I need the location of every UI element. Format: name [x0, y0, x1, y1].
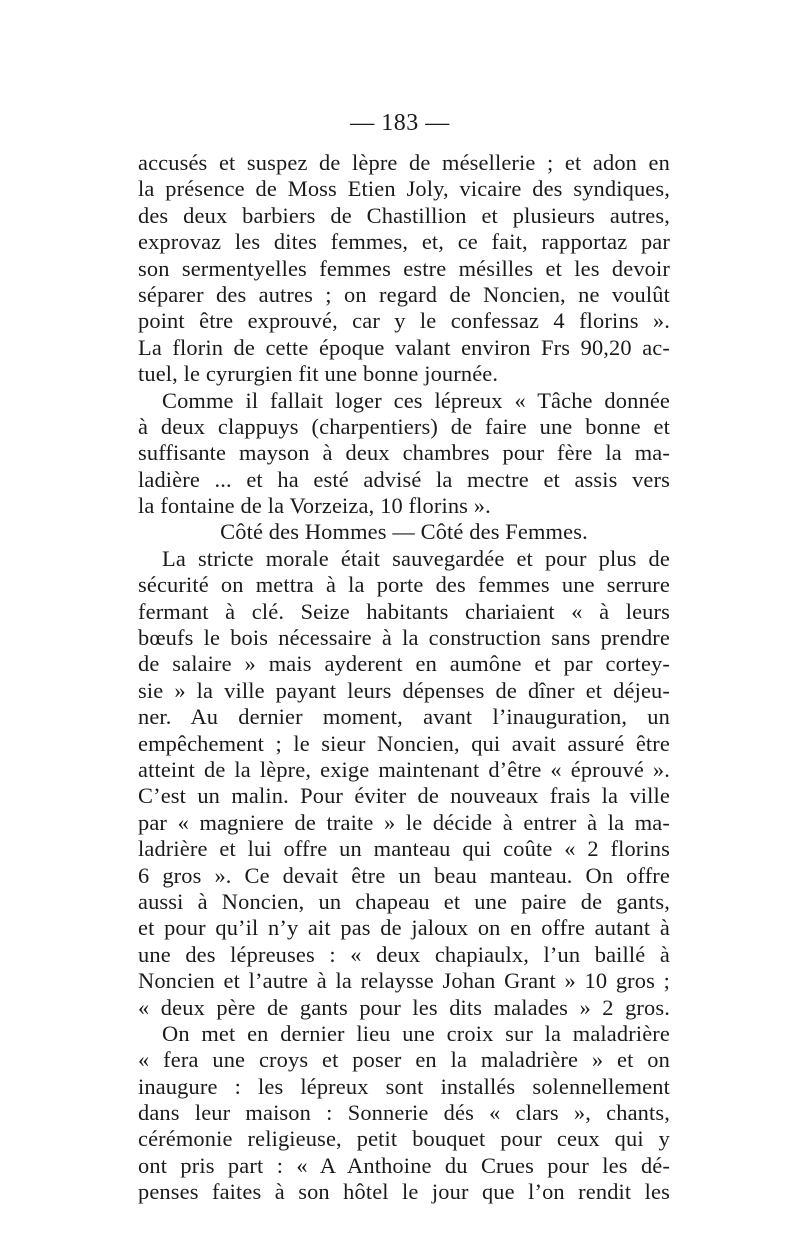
text-line: son sermentyelles femmes estre mésilles et les devoir: [138, 255, 670, 281]
text-line: une des lépreuses : « deux chapiaulx, l’un baillé à: [138, 941, 670, 967]
text-line: cérémonie religieuse, petit bouquet pour ceux qui y: [138, 1126, 670, 1152]
text-line: Côté des Hommes — Côté des Femmes.: [220, 519, 588, 545]
text-line: La stricte morale était sauvegardée et pour plus de: [162, 545, 670, 571]
text-line: 6 gros ». Ce devait être un beau manteau. On offre: [138, 862, 670, 888]
text-line: dans leur maison : Sonnerie dés « clars », chants,: [138, 1100, 670, 1126]
text-line: Comme il fallait loger ces lépreux « Tâche donnée: [162, 387, 670, 413]
text-line: séparer des autres ; on regard de Noncien, ne voulût: [138, 281, 670, 307]
text-line: « fera une croys et poser en la maladrière » et on: [138, 1047, 670, 1073]
text-line: penses faites à son hôtel le jour que l’on rendit les: [138, 1179, 670, 1205]
text-line: la présence de Moss Etien Joly, vicaire des syndiques,: [138, 176, 670, 202]
text-line: point être exprouvé, car y le confessaz 4 florins ».: [138, 308, 670, 334]
text-line: atteint de la lèpre, exige maintenant d’être « éprouvé ».: [138, 756, 670, 782]
text-line: des deux barbiers de Chastillion et plusieurs autres,: [138, 202, 670, 228]
text-line: empêchement ; le sieur Noncien, qui avait assuré être: [138, 730, 670, 756]
text-line: exprovaz les dites femmes, et, ce fait, rapportaz par: [138, 229, 670, 255]
text-line: la fontaine de la Vorzeiza, 10 florins ».: [138, 493, 491, 519]
text-line: bœufs le bois nécessaire à la construction sans prendre: [138, 625, 670, 651]
text-line: et pour qu’il n’y ait pas de jaloux on en offre autant à: [138, 915, 670, 941]
text-line: tuel, le cyrurgien fit une bonne journée.: [138, 361, 499, 387]
text-line: Noncien et l’autre à la relaysse Johan Grant » 10 gros ;: [138, 968, 670, 994]
body-text: [138, 150, 670, 1206]
page-number: — 183 —: [350, 110, 450, 136]
text-line: fermant à clé. Seize habitants chariaient « à leurs: [138, 598, 670, 624]
text-line: par « magniere de traite » le décide à entrer à la ma-: [138, 809, 670, 835]
text-line: accusés et suspez de lèpre de mésellerie ; et adon en: [138, 150, 670, 175]
text-line: sécurité on mettra à la porte des femmes une serrure: [138, 572, 670, 598]
text-line: ont pris part : « A Anthoine du Crues pour les dé-: [138, 1152, 670, 1178]
text-line: ladrière et lui offre un manteau qui coûte « 2 florins: [138, 836, 670, 862]
text-line: « deux père de gants pour les dits malades » 2 gros.: [138, 994, 670, 1020]
text-line: sie » la ville payant leurs dépenses de dîner et déjeu-: [138, 677, 670, 703]
text-line: La florin de cette époque valant environ Frs 90,20 ac-: [138, 334, 670, 360]
text-line: à deux clappuys (charpentiers) de faire une bonne et: [138, 413, 670, 439]
text-line: C’est un malin. Pour éviter de nouveaux frais la ville: [138, 783, 670, 809]
text-line: ner. Au dernier moment, avant l’inauguration, un: [138, 704, 670, 730]
text-line: ladière ... et ha esté advisé la mectre et assis vers: [138, 466, 670, 492]
text-line: inaugure : les lépreux sont installés solennellement: [138, 1073, 670, 1099]
text-line: de salaire » mais ayderent en aumône et par cortey-: [138, 651, 670, 677]
text-line: aussi à Noncien, un chapeau et une paire de gants,: [138, 888, 670, 914]
text-line: suffisante mayson à deux chambres pour fère la ma-: [138, 440, 670, 466]
text-line: On met en dernier lieu une croix sur la maladrière: [162, 1020, 670, 1046]
